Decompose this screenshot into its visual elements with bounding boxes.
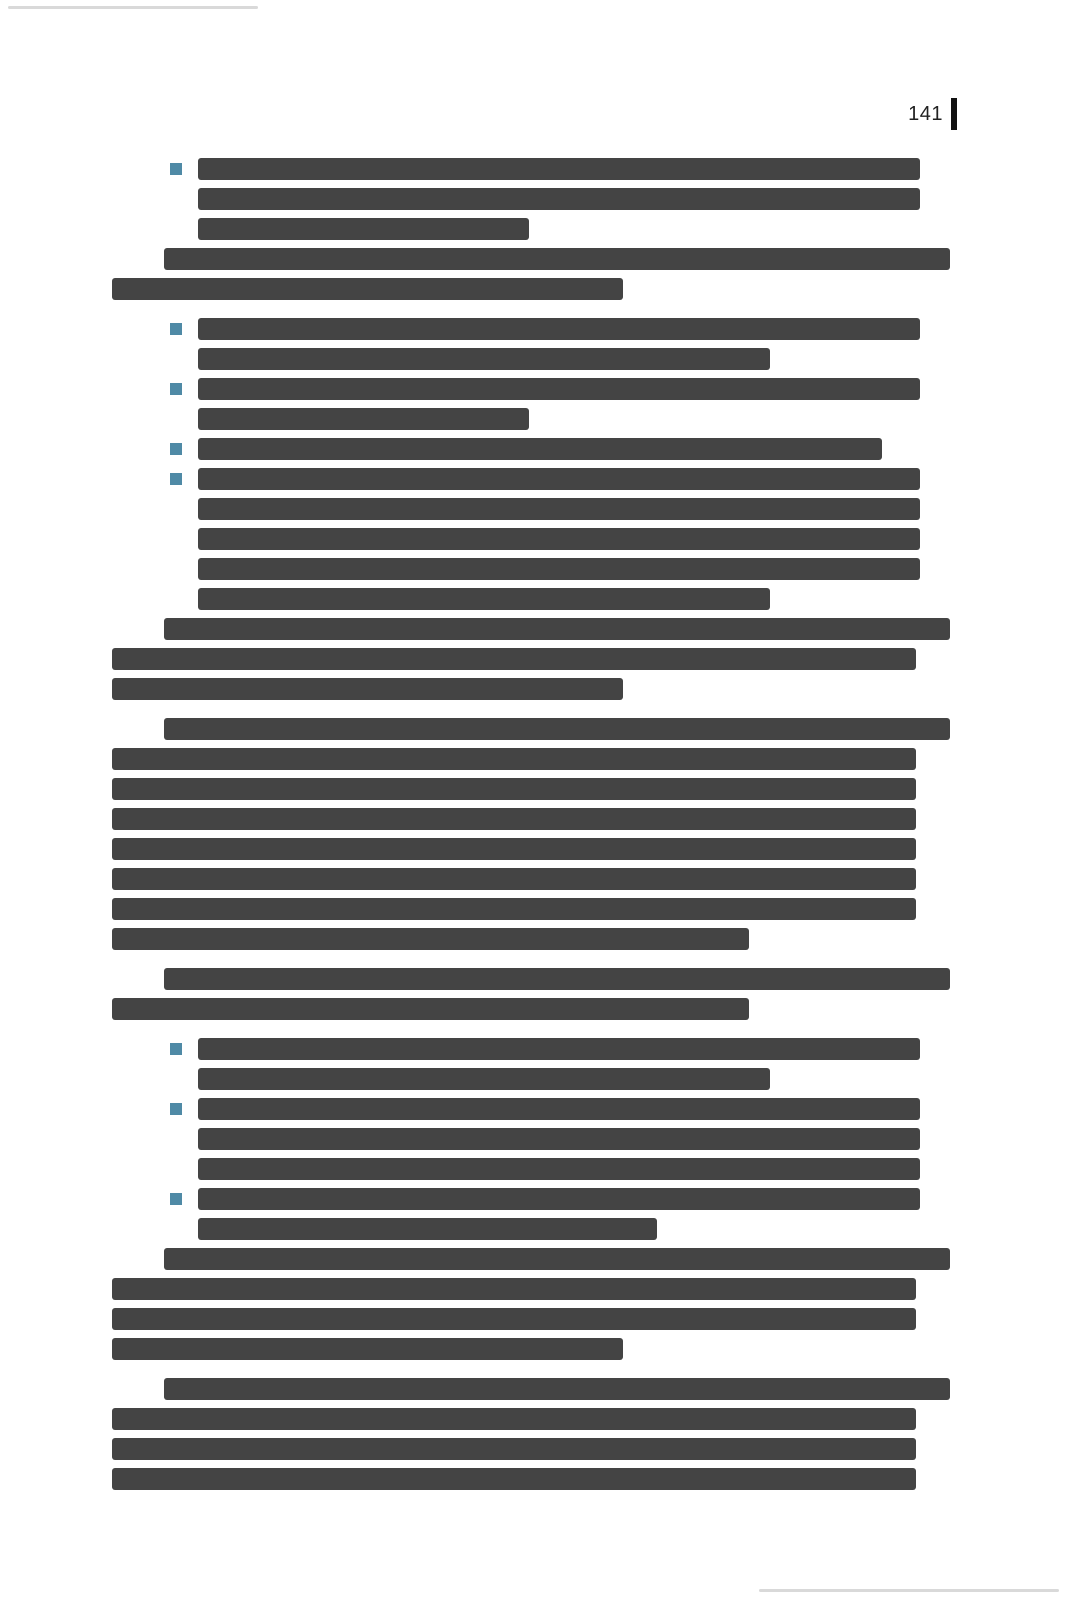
- text-line-placeholder: [164, 1248, 950, 1270]
- text-line-placeholder: [112, 1438, 916, 1460]
- text-line-placeholder: [198, 158, 920, 180]
- text-line-placeholder: [112, 898, 916, 920]
- text-line-placeholder: [112, 678, 623, 700]
- text-line-placeholder: [198, 588, 770, 610]
- text-line-placeholder: [198, 318, 920, 340]
- text-line-placeholder: [198, 1128, 920, 1150]
- text-line-placeholder: [164, 1378, 950, 1400]
- text-line-placeholder: [112, 748, 916, 770]
- square-bullet-icon: [170, 383, 182, 395]
- top-watermark: [8, 6, 258, 9]
- text-line-placeholder: [198, 1038, 920, 1060]
- text-line-placeholder: [198, 498, 920, 520]
- text-line-placeholder: [198, 558, 920, 580]
- list-item: [112, 158, 950, 240]
- square-bullet-icon: [170, 473, 182, 485]
- text-line-placeholder: [112, 1278, 916, 1300]
- list-item: [112, 1038, 950, 1090]
- list-item: [112, 318, 950, 370]
- text-line-placeholder: [198, 348, 770, 370]
- list-item: [112, 378, 950, 430]
- paragraph: [112, 1378, 950, 1490]
- text-line-placeholder: [198, 188, 920, 210]
- text-line-placeholder: [112, 278, 623, 300]
- text-line-placeholder: [198, 218, 529, 240]
- square-bullet-icon: [170, 1103, 182, 1115]
- text-line-placeholder: [112, 1468, 916, 1490]
- list-item: [112, 1098, 950, 1180]
- text-line-placeholder: [198, 1158, 920, 1180]
- text-line-placeholder: [164, 618, 950, 640]
- page-number: 141: [908, 102, 943, 125]
- square-bullet-icon: [170, 1193, 182, 1205]
- paragraph: [112, 1248, 950, 1360]
- paragraph: [112, 248, 950, 300]
- text-line-placeholder: [112, 1308, 916, 1330]
- watermark-line: [759, 1589, 1059, 1592]
- watermark-line: [8, 6, 258, 9]
- page-header: [908, 98, 957, 130]
- text-line-placeholder: [198, 528, 920, 550]
- text-line-placeholder: [198, 378, 920, 400]
- text-line-placeholder: [198, 1098, 920, 1120]
- text-line-placeholder: [112, 808, 916, 830]
- text-line-placeholder: [164, 718, 950, 740]
- text-line-placeholder: [164, 248, 950, 270]
- text-line-placeholder: [198, 438, 882, 460]
- text-line-placeholder: [198, 1218, 657, 1240]
- text-line-placeholder: [164, 968, 950, 990]
- text-line-placeholder: [198, 1068, 770, 1090]
- list-item: [112, 1188, 950, 1240]
- page-body: [112, 158, 950, 1508]
- square-bullet-icon: [170, 443, 182, 455]
- text-line-placeholder: [198, 408, 529, 430]
- text-line-placeholder: [112, 838, 916, 860]
- square-bullet-icon: [170, 163, 182, 175]
- bottom-watermark: [759, 1589, 1059, 1592]
- text-line-placeholder: [112, 778, 916, 800]
- paragraph: [112, 618, 950, 700]
- text-line-placeholder: [112, 1338, 623, 1360]
- text-line-placeholder: [112, 868, 916, 890]
- paragraph: [112, 968, 950, 1020]
- text-line-placeholder: [198, 468, 920, 490]
- text-line-placeholder: [112, 928, 749, 950]
- square-bullet-icon: [170, 323, 182, 335]
- text-line-placeholder: [198, 1188, 920, 1210]
- square-bullet-icon: [170, 1043, 182, 1055]
- page-number-rule: [951, 98, 957, 130]
- list-item: [112, 468, 950, 610]
- text-line-placeholder: [112, 998, 749, 1020]
- text-line-placeholder: [112, 1408, 916, 1430]
- list-item: [112, 438, 950, 460]
- text-line-placeholder: [112, 648, 916, 670]
- paragraph: [112, 718, 950, 950]
